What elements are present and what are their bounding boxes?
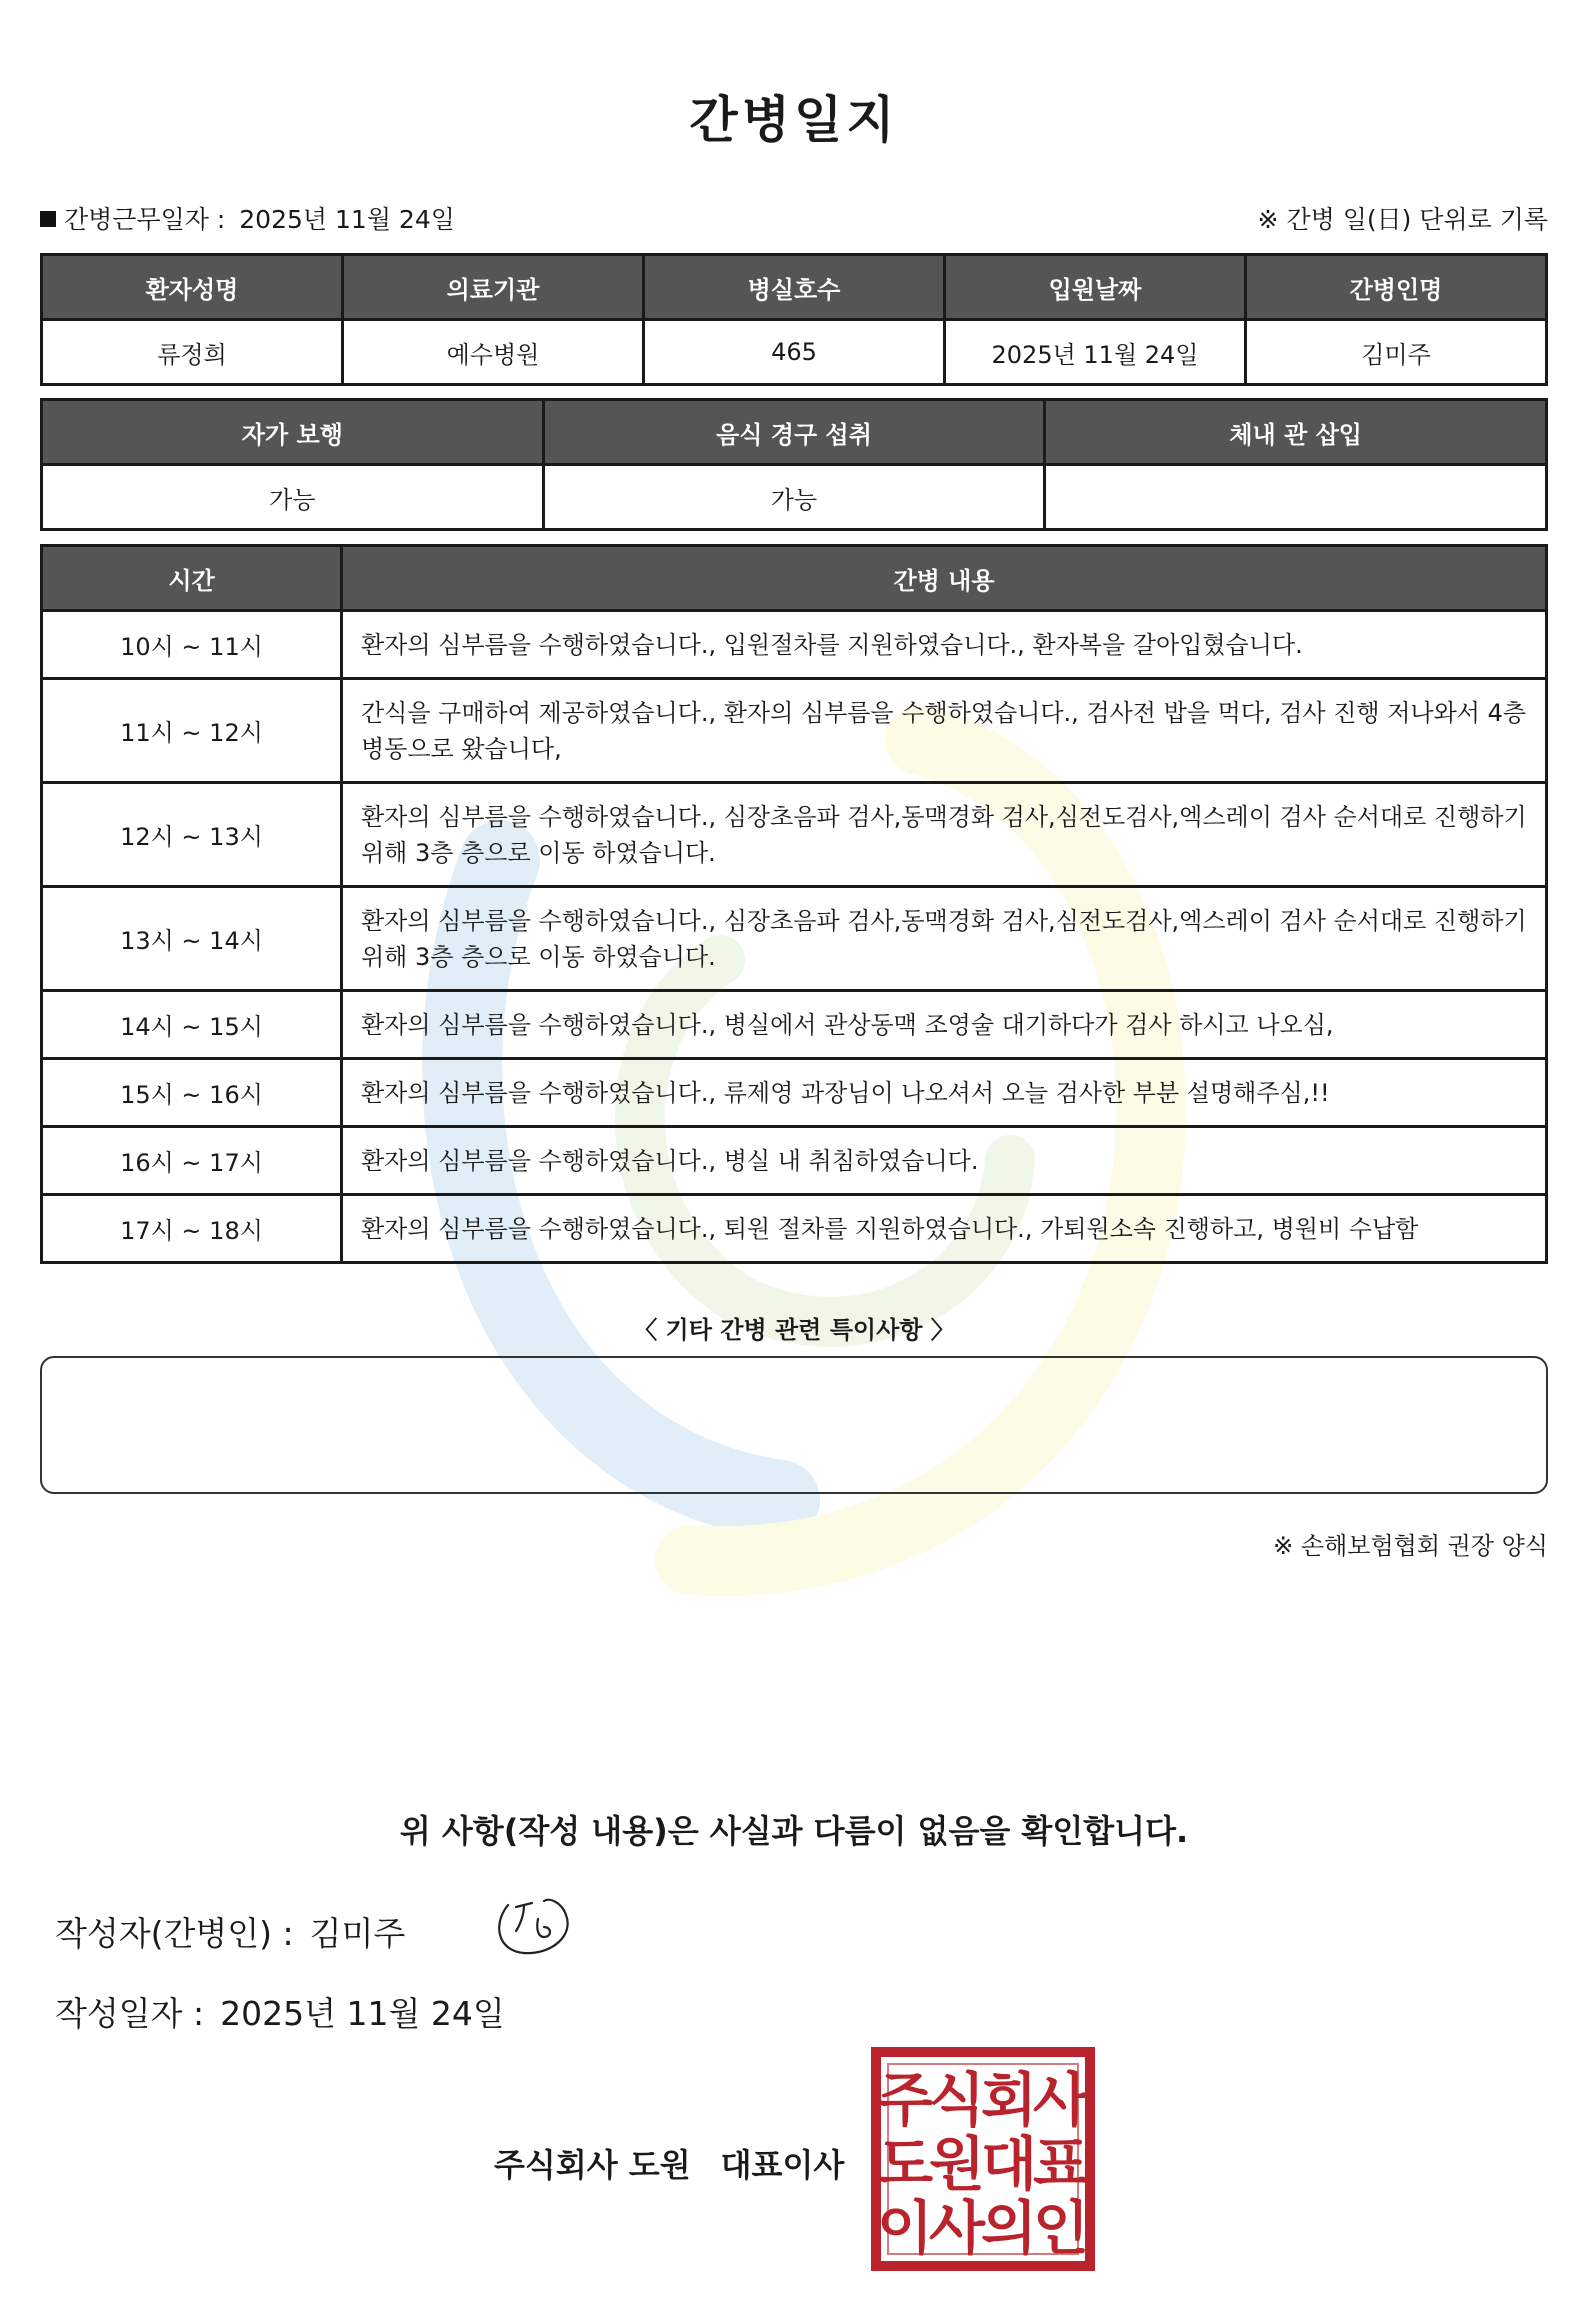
company-name: 주식회사 도원 xyxy=(494,2146,691,2184)
header-time: 시간 xyxy=(42,546,342,611)
special-notes-title: 〈 기타 간병 관련 특이사항 〉 xyxy=(633,1316,955,1344)
table-row xyxy=(42,1195,1547,1263)
seal-glyph: 도 xyxy=(876,2130,934,2198)
page-title: 간병일지 xyxy=(689,91,899,149)
log-time: 17시 ~ 18시 xyxy=(42,1195,342,1263)
log-content: 환자의 심부름을 수행하였습니다., 심장초음파 검사,동맥경화 검사,심전도검사,엑스레이 검사 순서대로 진행하기 위해 3층 층으로 이동 하였습니다. xyxy=(342,783,1547,887)
log-content: 환자의 심부름을 수행하였습니다., 심장초음파 검사,동맥경화 검사,심전도검사,엑스레이 검사 순서대로 진행하기 위해 3층 층으로 이동 하였습니다. xyxy=(342,887,1547,991)
table-row xyxy=(42,783,1547,887)
log-time: 15시 ~ 16시 xyxy=(42,1059,342,1127)
patient-name-value: 류정희 xyxy=(42,320,343,385)
table-row xyxy=(42,320,1547,385)
patient-info-table xyxy=(40,253,1548,386)
seal-glyph: 원 xyxy=(928,2130,986,2198)
log-time: 11시 ~ 12시 xyxy=(42,679,342,783)
table-row xyxy=(42,991,1547,1059)
seal-glyph: 식 xyxy=(928,2066,986,2134)
header-hospital: 의료기관 xyxy=(343,255,644,320)
log-content: 환자의 심부름을 수행하였습니다., 퇴원 절차를 지원하였습니다., 가퇴원소속 진행하고, 병원비 수납함 xyxy=(342,1195,1547,1263)
room-number-value: 465 xyxy=(644,320,945,385)
log-time: 16시 ~ 17시 xyxy=(42,1127,342,1195)
square-bullet-icon xyxy=(40,211,56,227)
admission-date-value: 2025년 11월 24일 xyxy=(945,320,1246,385)
care-log-table xyxy=(40,544,1548,1264)
written-date-label: 작성일자 : xyxy=(55,1994,205,2033)
header-caregiver-name: 간병인명 xyxy=(1246,255,1547,320)
written-date-value: 2025년 11월 24일 xyxy=(220,1994,505,2033)
hospital-value: 예수병원 xyxy=(343,320,644,385)
log-content: 환자의 심부름을 수행하였습니다., 류제영 과장님이 나오셔서 오늘 검사한 부분 설명해주심,!! xyxy=(342,1059,1547,1127)
written-date-line xyxy=(55,1988,505,2035)
log-time: 13시 ~ 14시 xyxy=(42,887,342,991)
oral-intake-value: 가능 xyxy=(543,465,1045,530)
work-date-label: 간병근무일자 : xyxy=(64,205,226,234)
header-care-content: 간병 내용 xyxy=(342,546,1547,611)
header-patient-name: 환자성명 xyxy=(42,255,343,320)
header-self-walking: 자가 보행 xyxy=(42,400,544,465)
header-admission-date: 입원날짜 xyxy=(945,255,1246,320)
log-content: 간식을 구매하여 제공하였습니다., 환자의 심부름을 수행하였습니다., 검사전 밥을 먹다, 검사 진행 저나와서 4층 병동으로 왔습니다, xyxy=(342,679,1547,783)
self-walking-value: 가능 xyxy=(42,465,544,530)
confirmation-statement: 위 사항(작성 내용)은 사실과 다름이 없음을 확인합니다. xyxy=(399,1812,1189,1850)
caregiver-name-value: 김미주 xyxy=(1246,320,1547,385)
seal-glyph: 회 xyxy=(980,2066,1038,2134)
seal-glyph: 이 xyxy=(876,2194,934,2262)
record-unit-note: ※ 간병 일(日) 단위로 기록 xyxy=(1257,205,1548,234)
table-row xyxy=(42,1059,1547,1127)
writer-line xyxy=(55,1908,405,1955)
handwritten-signature xyxy=(490,1885,580,1965)
log-content: 환자의 심부름을 수행하였습니다., 병실 내 취침하였습니다. xyxy=(342,1127,1547,1195)
table-row xyxy=(42,1127,1547,1195)
log-time: 12시 ~ 13시 xyxy=(42,783,342,887)
company-line xyxy=(494,2140,844,2186)
table-header-row xyxy=(42,255,1547,320)
table-row xyxy=(42,611,1547,679)
seal-glyph: 사 xyxy=(928,2194,986,2262)
header-tube-insertion: 체내 관 삽입 xyxy=(1045,400,1547,465)
table-row xyxy=(42,465,1547,530)
log-time: 10시 ~ 11시 xyxy=(42,611,342,679)
table-header-row xyxy=(42,400,1547,465)
table-row xyxy=(42,679,1547,783)
log-content: 환자의 심부름을 수행하였습니다., 병실에서 관상동맥 조영술 대기하다가 검사 하시고 나오심, xyxy=(342,991,1547,1059)
log-time: 14시 ~ 15시 xyxy=(42,991,342,1059)
seal-glyph: 주 xyxy=(876,2066,934,2134)
log-content: 환자의 심부름을 수행하였습니다., 입원절차를 지원하였습니다., 환자복을 갈아입혔습니다. xyxy=(342,611,1547,679)
form-source-note: ※ 손해보험협회 권장 양식 xyxy=(1273,1532,1548,1560)
patient-status-table xyxy=(40,398,1548,531)
seal-glyph: 표 xyxy=(1032,2130,1090,2198)
special-notes-box xyxy=(40,1356,1548,1494)
company-seal-stamp xyxy=(870,2046,1096,2272)
ceo-title: 대표이사 xyxy=(720,2146,845,2184)
table-row xyxy=(42,887,1547,991)
seal-glyph: 사 xyxy=(1032,2066,1090,2134)
work-date-line xyxy=(40,200,455,236)
header-oral-intake: 음식 경구 섭취 xyxy=(543,400,1045,465)
seal-glyph: 의 xyxy=(980,2194,1038,2262)
seal-glyph: 대 xyxy=(980,2130,1038,2198)
work-date-value: 2025년 11월 24일 xyxy=(239,205,455,234)
table-header-row xyxy=(42,546,1547,611)
tube-insertion-value xyxy=(1045,465,1547,530)
writer-name: 김미주 xyxy=(309,1914,406,1953)
writer-label: 작성자(간병인) : xyxy=(55,1914,294,1953)
seal-glyph: 인 xyxy=(1032,2194,1090,2262)
header-room-number: 병실호수 xyxy=(644,255,945,320)
